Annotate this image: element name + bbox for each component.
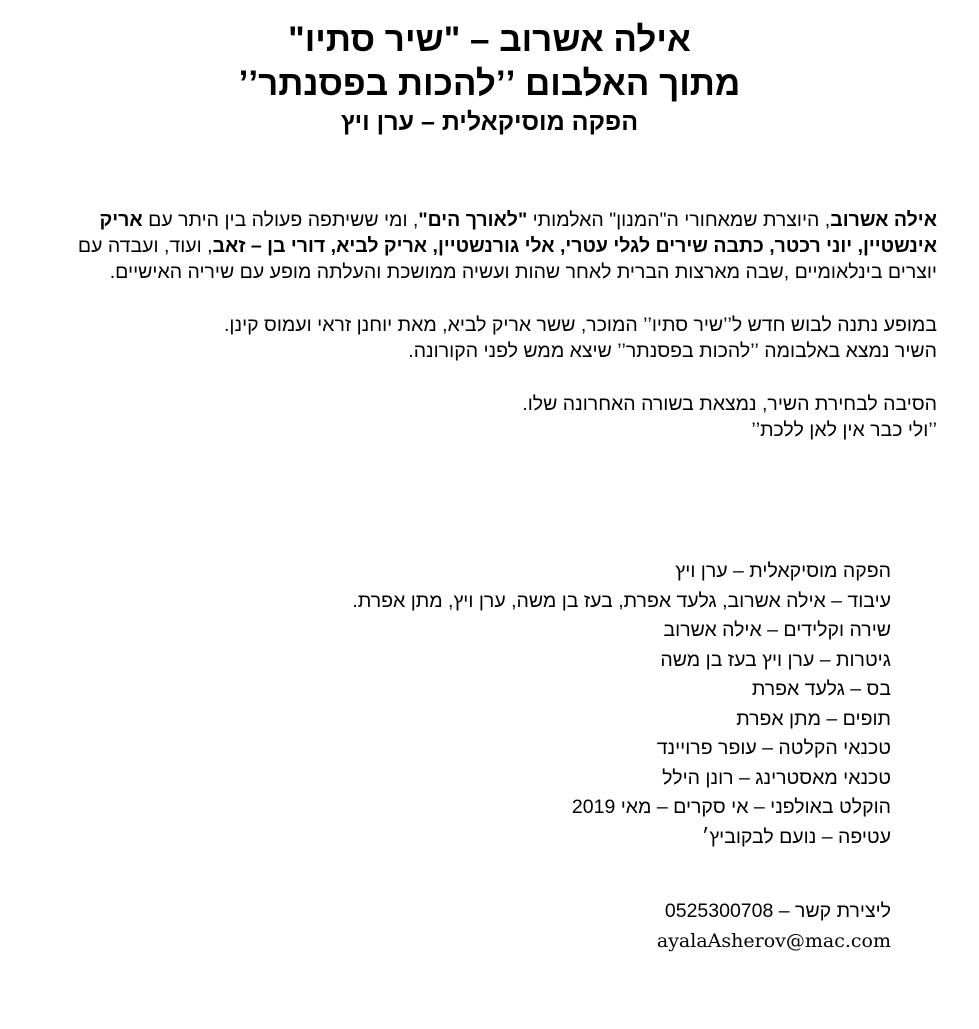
contact-email-line [657, 926, 891, 956]
anthem-title: "לאורך הים" [418, 209, 528, 231]
credit-line: עיבוד – אילה אשרוב, גלעד אפרת, בעז בן משה, ערן ויץ, מתן אפרת. [352, 589, 891, 612]
intro-text-part1: , היוצרת שמאחורי ה"המנון" האלמותי [527, 209, 831, 231]
credit-line: טכנאי מאסטרינג – רונן הילל [662, 766, 891, 789]
credit-line: הפקה מוסיקאלית – ערן ויץ [675, 560, 891, 582]
contact-block [657, 896, 891, 956]
contact-phone: ליצירת קשר – 0525300708 [664, 900, 891, 922]
song-line-1: במופע נתנה לבוש חדש ל’’שיר סתיו’’ המוכר, ששר אריק לביא, מאת יוחנן זראי ועמוס קינן. [224, 314, 937, 336]
album-title: מתוך האלבום ’’להכות בפסנתר’’ [238, 64, 741, 103]
production-subtitle: הפקה מוסיקאלית – ערן ויץ [340, 108, 639, 136]
intro-paragraph [30, 207, 937, 285]
song-line-2: השיר נמצא באלבומה ’’להכות בפסנתר’’ שיצא ממש לפני הקורונה. [408, 340, 937, 362]
intro-text [30, 207, 937, 285]
reason-paragraph [30, 391, 937, 443]
credits-list [352, 557, 891, 852]
credit-line: תופים – מתן אפרת [736, 707, 891, 730]
credit-line: שירה וקלידים – אילה אשרוב [663, 619, 891, 641]
artist-name: אילה אשרוב [830, 209, 937, 231]
credit-line: הוקלט באולפני – אי סקרים – מאי 2019 [571, 796, 891, 818]
intro-text-part3: , ועוד, ועבדה עם יוצרים בינלאומיים ,שבה מארצות הברית לאחר שהות ועשיה ממושכת והעלתה מופע עם שיריה האישיים. [77, 235, 937, 283]
body-text [30, 207, 937, 470]
reason-line-2: ’’ולי כבר אין לאן ללכת’’ [751, 419, 937, 441]
intro-text-part2: , ומי ששיתפה פעולה בין היתר עם [142, 209, 419, 231]
collaborators-list: אריק אינשטיין, יוני רכטר, כתבה שירים לגלי עטרי, אלי גורנשטיין, אריק לביא, דורי בן – זאב [99, 209, 937, 257]
title-block [0, 18, 979, 138]
contact-email[interactable]: ayalaAsherov@mac.com [656, 930, 891, 952]
credit-line: עטיפה – נועם לבקוביץ׳ [701, 825, 891, 848]
song-paragraph [30, 312, 937, 364]
credit-line: טכנאי הקלטה – עופר פרויינד [656, 737, 891, 759]
credit-line: בס – גלעד אפרת [751, 678, 891, 700]
reason-line-1: הסיבה לבחירת השיר, נמצאת בשורה האחרונה שלו. [522, 393, 937, 415]
page-title: אילה אשרוב – "שיר סתיו" [288, 20, 691, 59]
credit-line: גיטרות – ערן ויץ בעז בן משה [660, 648, 891, 671]
